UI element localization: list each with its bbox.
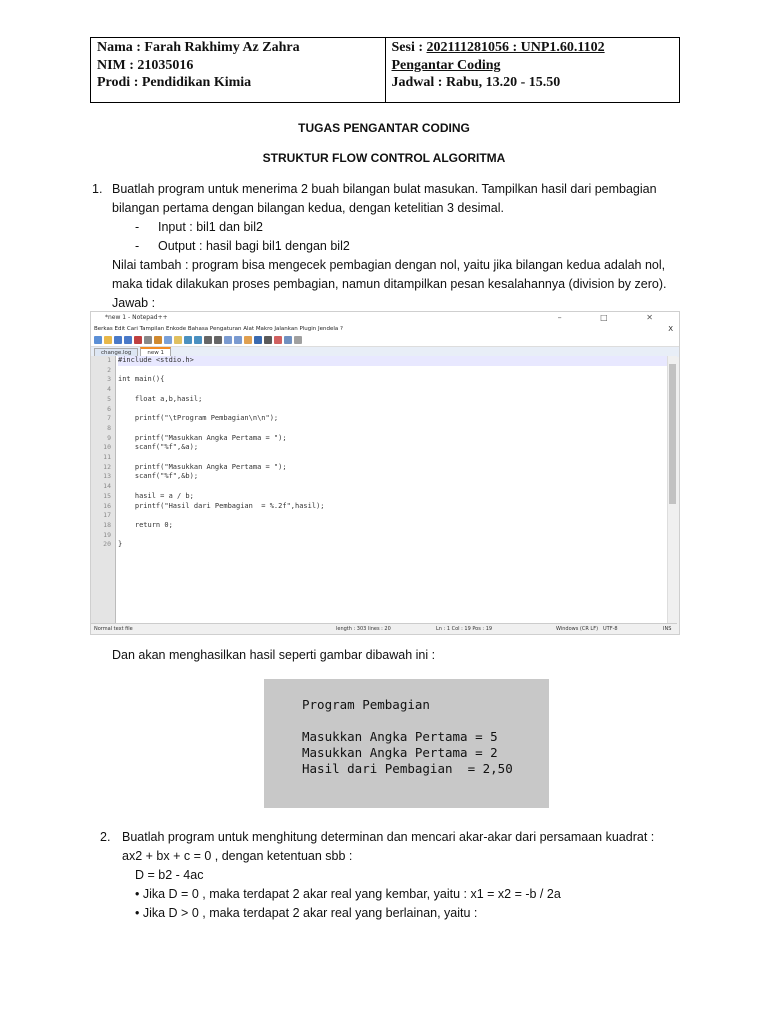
status-encoding: UTF-8	[603, 626, 618, 632]
new-file-icon[interactable]	[94, 336, 102, 344]
q1-line2: bilangan pertama dengan bilangan kedua, dengan ketelitian 3 desimal.	[112, 201, 504, 215]
indent-icon[interactable]	[264, 336, 272, 344]
q2-formula	[135, 866, 561, 923]
bullet-dash-1: -	[135, 220, 140, 234]
program-output	[264, 679, 549, 808]
output-line: Masukkan Angka Pertama = 2	[302, 745, 498, 760]
status-filetype: Normal text file	[94, 626, 133, 632]
q1-input-bullet: Input : bil1 dan bil2	[158, 220, 263, 234]
q1-extra-line2: maka tidak dilakukan proses pembagian, namun ditampilkan pesan kesalahannya (division by zero).	[112, 277, 667, 291]
q2-line1: Buatlah program untuk menghitung determinan dan mencari akar-akar dari persamaan kuadrat :	[122, 830, 655, 844]
code-line[interactable]: printf("Hasil dari Pembagian = %.2f",hasil);	[118, 501, 325, 510]
npp-window-controls[interactable]: – □ ✕	[557, 313, 671, 322]
npp-menu-items[interactable]: Berkas Edit Cari Tampilan Enkode Bahasa Pengaturan Alat Makro Jalankan Plugin Jendela ?	[94, 326, 343, 332]
line-number: 5	[107, 394, 111, 403]
code-line[interactable]	[118, 385, 667, 395]
document-subtitle: STRUKTUR FLOW CONTROL ALGORITMA	[262, 151, 506, 165]
record-icon[interactable]	[274, 336, 282, 344]
code-line[interactable]	[118, 405, 667, 415]
q1-extra-line1: Nilai tambah : program bisa mengecek pembagian dengan nol, yaitu jika bilangan kedua adalah nol,	[112, 258, 666, 272]
session-info-cell	[385, 38, 680, 102]
line-number: 4	[107, 385, 111, 394]
session-line	[392, 39, 674, 57]
line-number: 6	[107, 404, 111, 413]
q1-text	[112, 180, 682, 218]
line-number: 1	[107, 356, 111, 364]
code-line[interactable]: printf("\tProgram Pembagian\n\n");	[118, 414, 279, 423]
code-area[interactable]	[118, 356, 667, 550]
line-number: 7	[107, 414, 111, 423]
print-icon[interactable]	[144, 336, 152, 344]
vertical-scrollbar[interactable]	[667, 356, 677, 624]
line-number-gutter	[91, 356, 116, 624]
sync-icon[interactable]	[244, 336, 252, 344]
scrollbar-thumb[interactable]	[669, 364, 676, 504]
session-label: Sesi :	[391, 40, 427, 55]
line-number: 13	[103, 472, 111, 481]
q2-text	[122, 828, 682, 866]
line-number: 20	[103, 540, 111, 549]
paste-icon[interactable]	[174, 336, 182, 344]
npp-titlebar	[91, 312, 679, 324]
header-table	[90, 37, 680, 103]
code-line[interactable]: return 0;	[118, 520, 173, 529]
macro-icon[interactable]	[294, 336, 302, 344]
code-line[interactable]	[118, 424, 667, 434]
npp-menubar	[91, 324, 679, 334]
code-line[interactable]	[118, 453, 667, 463]
line-number: 8	[107, 423, 111, 432]
code-line[interactable]: float a,b,hasil;	[118, 394, 203, 403]
q1-output-bullet: Output : hasil bagi bil1 dengan bil2	[158, 239, 350, 253]
q2-line3: D = b2 - 4ac	[135, 868, 204, 882]
replace-icon[interactable]	[214, 336, 222, 344]
line-number: 10	[103, 443, 111, 452]
schedule: Jadwal : Rabu, 13.20 - 15.50	[391, 75, 561, 90]
document-title: TUGAS PENGANTAR CODING	[298, 121, 470, 135]
code-line[interactable]	[118, 482, 667, 492]
find-icon[interactable]	[204, 336, 212, 344]
output-line: Program Pembagian	[302, 697, 430, 712]
code-line[interactable]: scanf("%f",&b);	[118, 472, 199, 481]
tab-new1[interactable]: new 1	[140, 347, 171, 357]
line-number: 16	[103, 501, 111, 510]
course-name: Pengantar Coding	[391, 57, 501, 73]
student-name: Nama : Farah Rakhimy Az Zahra	[97, 40, 300, 55]
session-value: 202111281056 : UNP1.60.1102	[426, 40, 605, 55]
output-line: Masukkan Angka Pertama = 5	[302, 729, 498, 744]
line-number: 9	[107, 433, 111, 442]
q2-line5: • Jika D > 0 , maka terdapat 2 akar real yang berlainan, yaitu :	[135, 906, 478, 920]
code-line[interactable]: }	[118, 540, 123, 549]
status-position: Ln : 1 Col : 19 Pos : 19	[436, 626, 493, 632]
undo-icon[interactable]	[184, 336, 192, 344]
line-number: 14	[103, 482, 111, 491]
close-icon[interactable]	[134, 336, 142, 344]
code-line[interactable]: scanf("%f",&a);	[118, 443, 199, 452]
code-line[interactable]: hasil = a / b;	[118, 491, 194, 500]
copy-icon[interactable]	[164, 336, 172, 344]
code-line[interactable]: int main(){	[118, 375, 165, 384]
line-number: 11	[103, 453, 111, 462]
status-length: length : 303 lines : 20	[336, 626, 391, 632]
line-number: 19	[103, 530, 111, 539]
student-prodi: Prodi : Pendidikan Kimia	[97, 75, 252, 90]
q2-line4: • Jika D = 0 , maka terdapat 2 akar real yang kembar, yaitu : x1 = x2 = -b / 2a	[135, 887, 561, 901]
open-file-icon[interactable]	[104, 336, 112, 344]
result-intro: Dan akan menghasilkan hasil seperti gambar dibawah ini :	[112, 648, 436, 662]
code-line[interactable]: #include <stdio.h>	[118, 356, 667, 366]
npp-window-title: *new 1 - Notepad++	[105, 314, 168, 321]
student-info-cell	[91, 38, 385, 102]
line-number: 3	[107, 375, 111, 384]
q2-line2: ax2 + bx + c = 0 , dengan ketentuan sbb :	[122, 849, 353, 863]
code-line[interactable]: printf("Masukkan Angka Pertama = ");	[118, 462, 287, 471]
play-icon[interactable]	[284, 336, 292, 344]
npp-toolbar	[91, 334, 679, 347]
zoom-out-icon[interactable]	[234, 336, 242, 344]
cut-icon[interactable]	[154, 336, 162, 344]
q1-number: 1.	[92, 182, 103, 196]
save-icon[interactable]	[114, 336, 122, 344]
tab-changelog[interactable]: change.log	[94, 348, 138, 357]
line-number: 18	[103, 520, 111, 529]
code-line[interactable]	[118, 531, 667, 541]
q2-number: 2.	[100, 830, 111, 844]
notepad-screenshot	[90, 311, 680, 635]
line-number: 17	[103, 511, 111, 520]
line-number: 2	[107, 365, 111, 374]
q1-extra	[112, 256, 682, 313]
status-eol: Windows (CR LF)	[556, 626, 599, 632]
output-line: Hasil dari Pembagian = 2,50	[302, 761, 513, 776]
bullet-dash-2: -	[135, 239, 140, 253]
code-line[interactable]	[118, 511, 667, 521]
line-number: 15	[103, 491, 111, 500]
q1-answer-label: Jawab :	[112, 296, 156, 310]
line-number: 12	[103, 462, 111, 471]
code-line[interactable]: printf("Masukkan Angka Pertama = ");	[118, 433, 287, 442]
wrap-icon[interactable]	[254, 336, 262, 344]
code-line[interactable]	[118, 366, 667, 376]
redo-icon[interactable]	[194, 336, 202, 344]
zoom-in-icon[interactable]	[224, 336, 232, 344]
npp-close-doc-icon[interactable]: X	[668, 325, 673, 333]
q1-line1: Buatlah program untuk menerima 2 buah bilangan bulat masukan. Tampilkan hasil dari pembagian	[112, 182, 657, 196]
student-nim: NIM : 21035016	[97, 57, 194, 73]
status-ins: INS	[663, 626, 672, 632]
npp-editor[interactable]	[91, 356, 677, 624]
save-all-icon[interactable]	[124, 336, 132, 344]
npp-statusbar	[91, 623, 677, 634]
